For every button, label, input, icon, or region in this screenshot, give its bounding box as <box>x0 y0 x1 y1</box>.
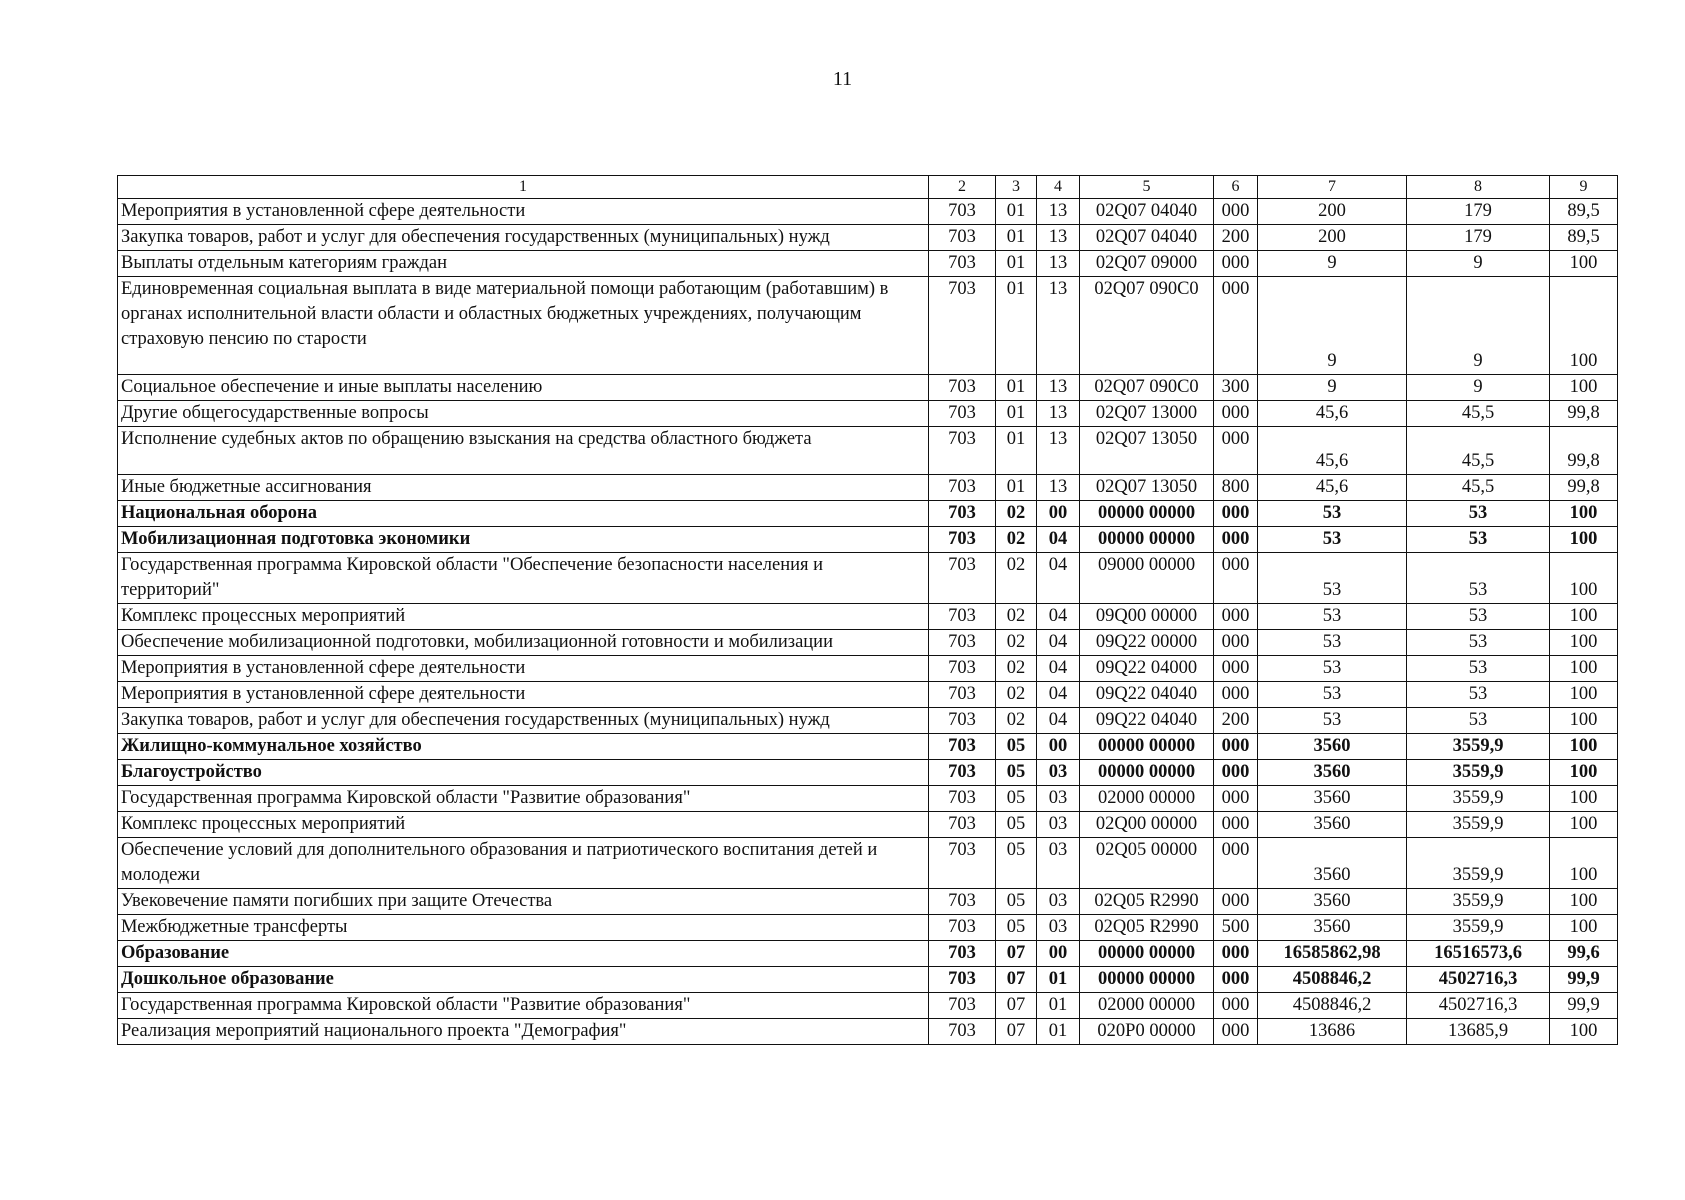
row-name-cell: Реализация мероприятий национального проекта "Демография" <box>118 1019 929 1045</box>
execution-percent-cell: 100 <box>1550 682 1618 708</box>
executed-amount-cell: 53 <box>1407 708 1550 734</box>
section-code-cell: 02 <box>996 527 1037 553</box>
subsection-code-cell: 13 <box>1037 199 1080 225</box>
execution-percent-cell: 100 <box>1550 734 1618 760</box>
section-code-cell: 02 <box>996 501 1037 527</box>
execution-percent-cell: 100 <box>1550 889 1618 915</box>
subsection-code-cell: 13 <box>1037 277 1080 375</box>
planned-amount-cell: 13686 <box>1258 1019 1407 1045</box>
planned-amount-cell: 45,6 <box>1258 427 1407 475</box>
row-name-cell: Закупка товаров, работ и услуг для обеспечения государственных (муниципальных) нужд <box>118 708 929 734</box>
subsection-code-cell: 13 <box>1037 475 1080 501</box>
table-row <box>118 251 1618 277</box>
expense-type-cell: 000 <box>1214 553 1258 604</box>
planned-amount-cell: 3560 <box>1258 812 1407 838</box>
planned-amount-cell: 16585862,98 <box>1258 941 1407 967</box>
row-name-cell: Выплаты отдельным категориям граждан <box>118 251 929 277</box>
executed-amount-cell: 9 <box>1407 251 1550 277</box>
executed-amount-cell: 3559,9 <box>1407 734 1550 760</box>
execution-percent-cell: 100 <box>1550 553 1618 604</box>
execution-percent-cell: 100 <box>1550 527 1618 553</box>
section-code-cell: 01 <box>996 375 1037 401</box>
execution-percent-cell: 100 <box>1550 786 1618 812</box>
ministry-code-cell: 703 <box>929 225 996 251</box>
executed-amount-cell: 3559,9 <box>1407 889 1550 915</box>
execution-percent-cell: 100 <box>1550 277 1618 375</box>
planned-amount-cell: 3560 <box>1258 734 1407 760</box>
executed-amount-cell: 4502716,3 <box>1407 967 1550 993</box>
target-article-cell: 09Q22 04040 <box>1080 682 1214 708</box>
target-article-cell: 02Q07 090C0 <box>1080 277 1214 375</box>
executed-amount-cell: 53 <box>1407 682 1550 708</box>
subsection-code-cell: 04 <box>1037 656 1080 682</box>
row-name-cell: Единовременная социальная выплата в виде материальной помощи работающим (работавшим) в органах исполнительной власти области и областных бюджетных учреждениях, получающим страховую пенсию по старости <box>118 277 929 375</box>
expense-type-cell: 000 <box>1214 501 1258 527</box>
ministry-code-cell: 703 <box>929 967 996 993</box>
target-article-cell: 00000 00000 <box>1080 734 1214 760</box>
planned-amount-cell: 53 <box>1258 553 1407 604</box>
section-code-cell: 01 <box>996 475 1037 501</box>
execution-percent-cell: 99,8 <box>1550 427 1618 475</box>
executed-amount-cell: 3559,9 <box>1407 812 1550 838</box>
planned-amount-cell: 53 <box>1258 682 1407 708</box>
section-code-cell: 05 <box>996 760 1037 786</box>
execution-percent-cell: 99,6 <box>1550 941 1618 967</box>
planned-amount-cell: 53 <box>1258 656 1407 682</box>
ministry-code-cell: 703 <box>929 682 996 708</box>
ministry-code-cell: 703 <box>929 786 996 812</box>
execution-percent-cell: 100 <box>1550 604 1618 630</box>
execution-percent-cell: 100 <box>1550 656 1618 682</box>
execution-percent-cell: 89,5 <box>1550 225 1618 251</box>
row-name-cell: Увековечение памяти погибших при защите Отечества <box>118 889 929 915</box>
table-row <box>118 889 1618 915</box>
planned-amount-cell: 200 <box>1258 199 1407 225</box>
target-article-cell: 02Q07 13050 <box>1080 475 1214 501</box>
subsection-code-cell: 00 <box>1037 941 1080 967</box>
executed-amount-cell: 9 <box>1407 277 1550 375</box>
planned-amount-cell: 9 <box>1258 277 1407 375</box>
planned-amount-cell: 45,6 <box>1258 401 1407 427</box>
planned-amount-cell: 9 <box>1258 251 1407 277</box>
subsection-code-cell: 01 <box>1037 1019 1080 1045</box>
subsection-code-cell: 04 <box>1037 604 1080 630</box>
table-row <box>118 760 1618 786</box>
section-code-cell: 05 <box>996 889 1037 915</box>
subsection-code-cell: 13 <box>1037 225 1080 251</box>
target-article-cell: 02000 00000 <box>1080 786 1214 812</box>
page-number: 11 <box>832 68 853 90</box>
section-code-cell: 05 <box>996 838 1037 889</box>
subsection-code-cell: 04 <box>1037 553 1080 604</box>
executed-amount-cell: 45,5 <box>1407 401 1550 427</box>
target-article-cell: 00000 00000 <box>1080 967 1214 993</box>
execution-percent-cell: 100 <box>1550 708 1618 734</box>
executed-amount-cell: 45,5 <box>1407 475 1550 501</box>
row-name-cell: Национальная оборона <box>118 501 929 527</box>
execution-percent-cell: 100 <box>1550 838 1618 889</box>
subsection-code-cell: 03 <box>1037 838 1080 889</box>
executed-amount-cell: 4502716,3 <box>1407 993 1550 1019</box>
section-code-cell: 01 <box>996 401 1037 427</box>
subsection-code-cell: 00 <box>1037 734 1080 760</box>
subsection-code-cell: 03 <box>1037 760 1080 786</box>
target-article-cell: 02Q07 13000 <box>1080 401 1214 427</box>
execution-percent-cell: 100 <box>1550 251 1618 277</box>
target-article-cell: 02Q05 R2990 <box>1080 889 1214 915</box>
expense-type-cell: 000 <box>1214 838 1258 889</box>
execution-percent-cell: 99,9 <box>1550 993 1618 1019</box>
executed-amount-cell: 53 <box>1407 527 1550 553</box>
section-code-cell: 02 <box>996 708 1037 734</box>
row-name-cell: Межбюджетные трансферты <box>118 915 929 941</box>
table-row <box>118 225 1618 251</box>
ministry-code-cell: 703 <box>929 199 996 225</box>
planned-amount-cell: 53 <box>1258 708 1407 734</box>
target-article-cell: 00000 00000 <box>1080 941 1214 967</box>
planned-amount-cell: 45,6 <box>1258 475 1407 501</box>
target-article-cell: 02Q07 04040 <box>1080 199 1214 225</box>
executed-amount-cell: 13685,9 <box>1407 1019 1550 1045</box>
row-name-cell: Мероприятия в установленной сфере деятельности <box>118 656 929 682</box>
target-article-cell: 00000 00000 <box>1080 501 1214 527</box>
ministry-code-cell: 703 <box>929 604 996 630</box>
row-name-cell: Мероприятия в установленной сфере деятельности <box>118 199 929 225</box>
subsection-code-cell: 03 <box>1037 889 1080 915</box>
row-name-cell: Благоустройство <box>118 760 929 786</box>
expense-type-cell: 000 <box>1214 682 1258 708</box>
row-name-cell: Комплекс процессных мероприятий <box>118 812 929 838</box>
column-header: 1 <box>118 176 929 199</box>
expense-type-cell: 000 <box>1214 656 1258 682</box>
section-code-cell: 05 <box>996 786 1037 812</box>
execution-percent-cell: 99,8 <box>1550 401 1618 427</box>
subsection-code-cell: 04 <box>1037 682 1080 708</box>
planned-amount-cell: 3560 <box>1258 889 1407 915</box>
expense-type-cell: 200 <box>1214 708 1258 734</box>
row-name-cell: Иные бюджетные ассигнования <box>118 475 929 501</box>
executed-amount-cell: 9 <box>1407 375 1550 401</box>
expense-type-cell: 000 <box>1214 760 1258 786</box>
section-code-cell: 01 <box>996 199 1037 225</box>
ministry-code-cell: 703 <box>929 941 996 967</box>
target-article-cell: 09Q00 00000 <box>1080 604 1214 630</box>
table-row <box>118 812 1618 838</box>
column-header: 4 <box>1037 176 1080 199</box>
ministry-code-cell: 703 <box>929 277 996 375</box>
subsection-code-cell: 13 <box>1037 375 1080 401</box>
table-row <box>118 1019 1618 1045</box>
row-name-cell: Государственная программа Кировской области "Развитие образования" <box>118 993 929 1019</box>
executed-amount-cell: 3559,9 <box>1407 760 1550 786</box>
planned-amount-cell: 3560 <box>1258 915 1407 941</box>
table-row <box>118 656 1618 682</box>
table-row <box>118 967 1618 993</box>
expense-type-cell: 000 <box>1214 734 1258 760</box>
target-article-cell: 020P0 00000 <box>1080 1019 1214 1045</box>
row-name-cell: Жилищно-коммунальное хозяйство <box>118 734 929 760</box>
table-row <box>118 527 1618 553</box>
section-code-cell: 05 <box>996 812 1037 838</box>
planned-amount-cell: 3560 <box>1258 838 1407 889</box>
subsection-code-cell: 13 <box>1037 251 1080 277</box>
column-header: 3 <box>996 176 1037 199</box>
subsection-code-cell: 04 <box>1037 708 1080 734</box>
table-row <box>118 475 1618 501</box>
execution-percent-cell: 100 <box>1550 760 1618 786</box>
execution-percent-cell: 99,9 <box>1550 967 1618 993</box>
row-name-cell: Обеспечение мобилизационной подготовки, мобилизационной готовности и мобилизации <box>118 630 929 656</box>
budget-table <box>117 175 1618 1045</box>
ministry-code-cell: 703 <box>929 993 996 1019</box>
ministry-code-cell: 703 <box>929 656 996 682</box>
subsection-code-cell: 13 <box>1037 427 1080 475</box>
section-code-cell: 02 <box>996 553 1037 604</box>
section-code-cell: 01 <box>996 251 1037 277</box>
planned-amount-cell: 53 <box>1258 630 1407 656</box>
target-article-cell: 00000 00000 <box>1080 760 1214 786</box>
table-row <box>118 915 1618 941</box>
section-code-cell: 05 <box>996 915 1037 941</box>
expense-type-cell: 800 <box>1214 475 1258 501</box>
subsection-code-cell: 01 <box>1037 993 1080 1019</box>
row-name-cell: Социальное обеспечение и иные выплаты населению <box>118 375 929 401</box>
executed-amount-cell: 16516573,6 <box>1407 941 1550 967</box>
subsection-code-cell: 04 <box>1037 630 1080 656</box>
table-row <box>118 553 1618 604</box>
row-name-cell: Государственная программа Кировской области "Развитие образования" <box>118 786 929 812</box>
executed-amount-cell: 3559,9 <box>1407 838 1550 889</box>
table-row <box>118 401 1618 427</box>
expense-type-cell: 000 <box>1214 1019 1258 1045</box>
ministry-code-cell: 703 <box>929 427 996 475</box>
section-code-cell: 07 <box>996 1019 1037 1045</box>
target-article-cell: 02Q07 09000 <box>1080 251 1214 277</box>
table-row <box>118 277 1618 375</box>
ministry-code-cell: 703 <box>929 708 996 734</box>
table-row <box>118 427 1618 475</box>
executed-amount-cell: 3559,9 <box>1407 915 1550 941</box>
table-row <box>118 941 1618 967</box>
execution-percent-cell: 100 <box>1550 915 1618 941</box>
planned-amount-cell: 200 <box>1258 225 1407 251</box>
table-header-row <box>118 176 1618 199</box>
row-name-cell: Дошкольное образование <box>118 967 929 993</box>
row-name-cell: Мобилизационная подготовка экономики <box>118 527 929 553</box>
ministry-code-cell: 703 <box>929 734 996 760</box>
expense-type-cell: 000 <box>1214 427 1258 475</box>
planned-amount-cell: 53 <box>1258 604 1407 630</box>
table-row <box>118 604 1618 630</box>
row-name-cell: Образование <box>118 941 929 967</box>
row-name-cell: Обеспечение условий для дополнительного образования и патриотического воспитания детей и молодежи <box>118 838 929 889</box>
section-code-cell: 01 <box>996 225 1037 251</box>
expense-type-cell: 000 <box>1214 786 1258 812</box>
target-article-cell: 09Q22 04000 <box>1080 656 1214 682</box>
target-article-cell: 02Q07 13050 <box>1080 427 1214 475</box>
planned-amount-cell: 53 <box>1258 501 1407 527</box>
subsection-code-cell: 01 <box>1037 967 1080 993</box>
executed-amount-cell: 53 <box>1407 501 1550 527</box>
execution-percent-cell: 100 <box>1550 812 1618 838</box>
executed-amount-cell: 53 <box>1407 604 1550 630</box>
subsection-code-cell: 04 <box>1037 527 1080 553</box>
expense-type-cell: 000 <box>1214 941 1258 967</box>
expense-type-cell: 000 <box>1214 812 1258 838</box>
executed-amount-cell: 179 <box>1407 199 1550 225</box>
table-row <box>118 786 1618 812</box>
execution-percent-cell: 99,8 <box>1550 475 1618 501</box>
ministry-code-cell: 703 <box>929 889 996 915</box>
target-article-cell: 02Q07 04040 <box>1080 225 1214 251</box>
subsection-code-cell: 03 <box>1037 812 1080 838</box>
executed-amount-cell: 53 <box>1407 630 1550 656</box>
table-row <box>118 993 1618 1019</box>
subsection-code-cell: 03 <box>1037 915 1080 941</box>
execution-percent-cell: 100 <box>1550 1019 1618 1045</box>
ministry-code-cell: 703 <box>929 553 996 604</box>
target-article-cell: 09Q22 00000 <box>1080 630 1214 656</box>
table-row <box>118 708 1618 734</box>
target-article-cell: 02Q00 00000 <box>1080 812 1214 838</box>
target-article-cell: 02000 00000 <box>1080 993 1214 1019</box>
section-code-cell: 02 <box>996 630 1037 656</box>
ministry-code-cell: 703 <box>929 475 996 501</box>
planned-amount-cell: 3560 <box>1258 760 1407 786</box>
executed-amount-cell: 53 <box>1407 656 1550 682</box>
table-row <box>118 838 1618 889</box>
target-article-cell: 09000 00000 <box>1080 553 1214 604</box>
planned-amount-cell: 4508846,2 <box>1258 967 1407 993</box>
subsection-code-cell: 00 <box>1037 501 1080 527</box>
section-code-cell: 02 <box>996 682 1037 708</box>
expense-type-cell: 000 <box>1214 889 1258 915</box>
executed-amount-cell: 45,5 <box>1407 427 1550 475</box>
table-row <box>118 375 1618 401</box>
subsection-code-cell: 13 <box>1037 401 1080 427</box>
table-row <box>118 734 1618 760</box>
executed-amount-cell: 53 <box>1407 553 1550 604</box>
column-header: 8 <box>1407 176 1550 199</box>
section-code-cell: 07 <box>996 993 1037 1019</box>
expense-type-cell: 000 <box>1214 527 1258 553</box>
table-row <box>118 199 1618 225</box>
table-body <box>118 176 1618 1045</box>
ministry-code-cell: 703 <box>929 401 996 427</box>
section-code-cell: 07 <box>996 967 1037 993</box>
execution-percent-cell: 100 <box>1550 630 1618 656</box>
column-header: 9 <box>1550 176 1618 199</box>
planned-amount-cell: 3560 <box>1258 786 1407 812</box>
column-header: 6 <box>1214 176 1258 199</box>
expense-type-cell: 000 <box>1214 993 1258 1019</box>
table-row <box>118 630 1618 656</box>
expense-type-cell: 000 <box>1214 967 1258 993</box>
expense-type-cell: 000 <box>1214 277 1258 375</box>
target-article-cell: 00000 00000 <box>1080 527 1214 553</box>
section-code-cell: 07 <box>996 941 1037 967</box>
expense-type-cell: 000 <box>1214 604 1258 630</box>
column-header: 5 <box>1080 176 1214 199</box>
ministry-code-cell: 703 <box>929 812 996 838</box>
ministry-code-cell: 703 <box>929 375 996 401</box>
expense-type-cell: 300 <box>1214 375 1258 401</box>
expense-type-cell: 000 <box>1214 251 1258 277</box>
row-name-cell: Комплекс процессных мероприятий <box>118 604 929 630</box>
expense-type-cell: 000 <box>1214 199 1258 225</box>
expense-type-cell: 500 <box>1214 915 1258 941</box>
planned-amount-cell: 9 <box>1258 375 1407 401</box>
ministry-code-cell: 703 <box>929 760 996 786</box>
expense-type-cell: 000 <box>1214 630 1258 656</box>
row-name-cell: Исполнение судебных актов по обращению взыскания на средства областного бюджета <box>118 427 929 475</box>
subsection-code-cell: 03 <box>1037 786 1080 812</box>
executed-amount-cell: 179 <box>1407 225 1550 251</box>
ministry-code-cell: 703 <box>929 501 996 527</box>
target-article-cell: 02Q07 090C0 <box>1080 375 1214 401</box>
execution-percent-cell: 89,5 <box>1550 199 1618 225</box>
target-article-cell: 02Q05 00000 <box>1080 838 1214 889</box>
ministry-code-cell: 703 <box>929 915 996 941</box>
section-code-cell: 05 <box>996 734 1037 760</box>
row-name-cell: Другие общегосударственные вопросы <box>118 401 929 427</box>
column-header: 7 <box>1258 176 1407 199</box>
execution-percent-cell: 100 <box>1550 501 1618 527</box>
planned-amount-cell: 53 <box>1258 527 1407 553</box>
execution-percent-cell: 100 <box>1550 375 1618 401</box>
section-code-cell: 02 <box>996 656 1037 682</box>
row-name-cell: Государственная программа Кировской области "Обеспечение безопасности населения и территорий" <box>118 553 929 604</box>
ministry-code-cell: 703 <box>929 527 996 553</box>
row-name-cell: Закупка товаров, работ и услуг для обеспечения государственных (муниципальных) нужд <box>118 225 929 251</box>
section-code-cell: 01 <box>996 427 1037 475</box>
section-code-cell: 02 <box>996 604 1037 630</box>
expense-type-cell: 200 <box>1214 225 1258 251</box>
ministry-code-cell: 703 <box>929 630 996 656</box>
row-name-cell: Мероприятия в установленной сфере деятельности <box>118 682 929 708</box>
executed-amount-cell: 3559,9 <box>1407 786 1550 812</box>
target-article-cell: 09Q22 04040 <box>1080 708 1214 734</box>
ministry-code-cell: 703 <box>929 251 996 277</box>
expense-type-cell: 000 <box>1214 401 1258 427</box>
table-row <box>118 682 1618 708</box>
column-header: 2 <box>929 176 996 199</box>
planned-amount-cell: 4508846,2 <box>1258 993 1407 1019</box>
ministry-code-cell: 703 <box>929 1019 996 1045</box>
ministry-code-cell: 703 <box>929 838 996 889</box>
target-article-cell: 02Q05 R2990 <box>1080 915 1214 941</box>
section-code-cell: 01 <box>996 277 1037 375</box>
table-row <box>118 501 1618 527</box>
